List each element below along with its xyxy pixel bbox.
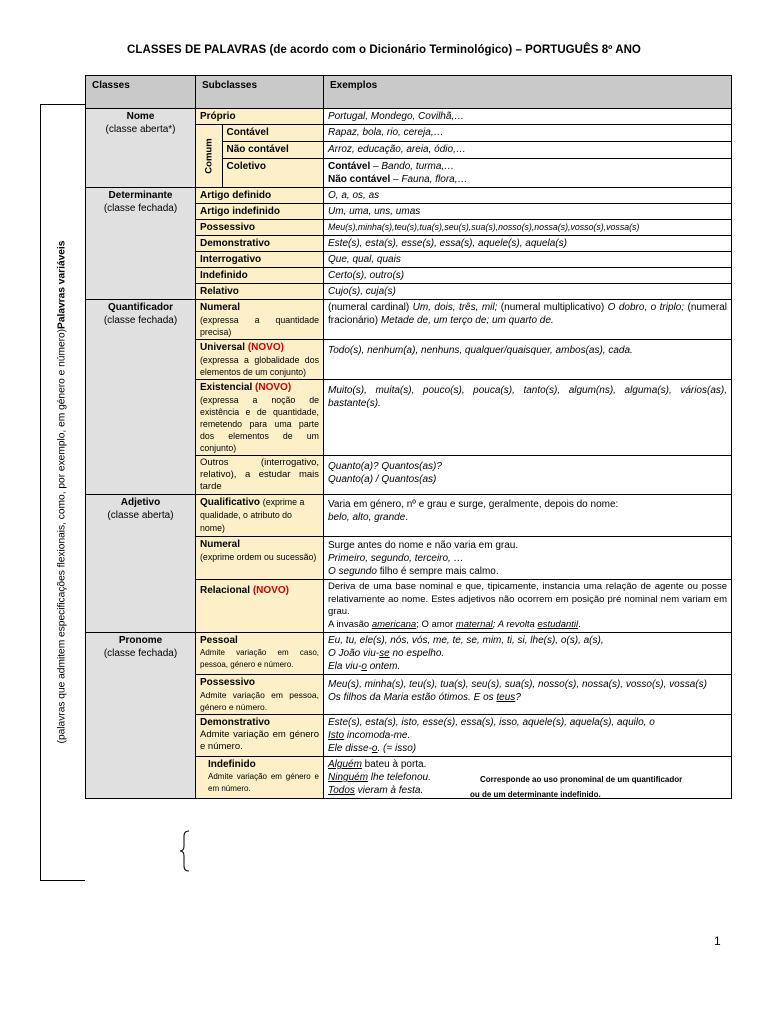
class-type: (classe aberta*)	[105, 124, 176, 135]
subclass-universal: Universal (NOVO) (expressa a globalidade dos elementos de um conjunto)	[196, 340, 324, 380]
subclass-artigo-indefinido: Artigo indefinido	[196, 204, 324, 220]
table-row	[86, 495, 732, 537]
side-label-bold: Palavras variáveis	[56, 240, 68, 329]
word-classes-table	[85, 75, 732, 799]
example-numeral: (numeral cardinal) Um, dois, três, mil; (numeral multiplicativo) O dobro, o triplo; (numeral fracionário) Metade de, um terço de; um quarto de.	[324, 300, 732, 340]
subclass-pessoal: Pessoal Admite variação em caso, pessoa, género e número.	[196, 633, 324, 675]
subclass-relacional: Relacional (NOVO)	[196, 580, 324, 633]
example-adj-numeral: Surge antes do nome e não varia em grau. Primeiro, segundo, terceiro, … O segundo filho é sempre mais calmo.	[324, 537, 732, 580]
page-number: 1	[714, 934, 721, 948]
example-possessivo: Meu(s),minha(s),teu(s),tua(s),seu(s),sua(s),nosso(s),nossa(s),vosso(s),vossa(s)	[324, 220, 732, 236]
example-pron-demonstrativo: Este(s), esta(s), isto, esse(s), essa(s), isso, aquele(s), aquela(s), aquilo, o Isto incomoda-me. Ele disse-o. (= isso)	[324, 715, 732, 757]
example-demonstrativo: Este(s), esta(s), esse(s), essa(s), aquele(s), aquela(s)	[324, 236, 732, 252]
subclass-interrogativo: Interrogativo	[196, 252, 324, 268]
header-exemplos: Exemplos	[324, 76, 732, 109]
class-nome	[86, 109, 196, 188]
example-pessoal: Eu, tu, ele(s), nós, vós, me, te, se, mim, ti, si, lhe(s), o(s), a(s), O João viu-se no espelho. Ela viu-o ontem.	[324, 633, 732, 675]
header-classes: Classes	[86, 76, 196, 109]
example-contavel: Rapaz, bola, rio, cereja,…	[324, 125, 732, 142]
side-label	[57, 112, 68, 872]
example-artigo-indefinido: Um, uma, uns, umas	[324, 204, 732, 220]
subclass-proprio: Próprio	[196, 109, 324, 125]
table-row	[86, 300, 732, 340]
curly-bracket-icon	[179, 830, 191, 872]
example-coletivo: Contável – Bando, turma,… Não contável – Fauna, flora,…	[324, 159, 732, 188]
table-row	[86, 188, 732, 204]
subclass-possessivo: Possessivo	[196, 220, 324, 236]
example-relativo: Cujo(s), cuja(s)	[324, 284, 732, 300]
example-outros: Quanto(a)? Quantos(as)? Quanto(a) / Quantos(as)	[324, 456, 732, 495]
class-determinante: Determinante (classe fechada)	[86, 188, 196, 300]
example-indefinido: Certo(s), outro(s)	[324, 268, 732, 284]
page-title: CLASSES DE PALAVRAS (de acordo com o Dicionário Terminológico) – PORTUGUÊS 8º ANO	[127, 44, 641, 56]
subclass-comum-group	[196, 125, 324, 188]
example-artigo-definido: O, a, os, as	[324, 188, 732, 204]
class-quantificador: Quantificador (classe fechada)	[86, 300, 196, 495]
subclass-numeral: Numeral (expressa a quantidade precisa)	[196, 300, 324, 340]
subclass-contavel: Contável	[226, 127, 269, 138]
subclass-existencial: Existencial (NOVO) (expressa a noção de existência e de quantidade, remetendo para uma parte dos elementos de um conjunto)	[196, 380, 324, 456]
example-proprio: Portugal, Mondego, Covilhã,…	[324, 109, 732, 125]
class-name: Nome	[126, 111, 155, 122]
subclass-outros: Outros (interrogativo, relativo), a estudar mais tarde	[196, 456, 324, 495]
subclass-pron-possessivo: Possessivo Admite variação em pessoa, género e número.	[196, 675, 324, 715]
header-subclasses: Subclasses	[196, 76, 324, 109]
subclass-indefinido: Indefinido	[196, 268, 324, 284]
class-pronome: Pronome (classe fechada)	[86, 633, 196, 799]
table-row	[86, 633, 732, 675]
example-qualificativo: Varia em género, nº e grau e surge, geralmente, depois do nome: belo, alto, grande.	[324, 495, 732, 537]
indefinido-note-2: ou de um determinante indefinido.	[470, 790, 601, 799]
header-row	[86, 76, 732, 109]
example-pron-possessivo: Meu(s), minha(s), teu(s), tua(s), seu(s), sua(s), nosso(s), nossa(s), vosso(s), vossa(s) Os filhos da Maria estão ótimos. E os teus?	[324, 675, 732, 715]
table-row	[86, 109, 732, 125]
example-pron-indefinido: Alguém bateu à porta. Ninguém lhe telefonou. Todos vieram à festa. Corresponde ao uso pronominal de um quantificador ou de um determinante indefinido.	[324, 757, 732, 799]
example-relacional: Deriva de uma base nominal e que, tipicamente, instancia uma relação de agente ou posse relativamente ao nome. Estes adjetivos não ocorrem em posição pré nominal nem variam em grau. A invasão americana; O amor maternal; A revolta estudantil.	[324, 580, 732, 633]
subclass-coletivo: Coletivo	[226, 161, 266, 172]
subclass-adj-numeral: Numeral (exprime ordem ou sucessão)	[196, 537, 324, 580]
indefinido-note-1: Corresponde ao uso pronominal de um quantificador	[480, 775, 683, 784]
subclass-pron-demonstrativo: Demonstrativo Admite variação em género e número.	[196, 715, 324, 757]
example-nao-contavel: Arroz, educação, areia, ódio,…	[324, 142, 732, 159]
subclass-nao-contavel: Não contável	[226, 144, 289, 155]
side-label-normal: (palavras que admitem especificações flexionais, como, por exemplo, em género e número)	[56, 328, 68, 744]
subclass-pron-indefinido: Indefinido Admite variação em género e em número.	[196, 757, 324, 799]
subclass-comum: Comum	[203, 138, 215, 174]
class-adjetivo: Adjetivo (classe aberta)	[86, 495, 196, 633]
example-existencial: Muito(s), muita(s), pouco(s), pouca(s), tanto(s), algum(ns), alguma(s), vários(as), bastante(s).	[324, 380, 732, 456]
example-universal: Todo(s), nenhum(a), nenhuns, qualquer/quaisquer, ambos(as), cada.	[324, 340, 732, 380]
subclass-demonstrativo: Demonstrativo	[196, 236, 324, 252]
example-interrogativo: Que, qual, quais	[324, 252, 732, 268]
subclass-qualificativo: Qualificativo (exprime a qualidade, o atributo do nome)	[196, 495, 324, 537]
subclass-artigo-definido: Artigo definido	[196, 188, 324, 204]
subclass-relativo: Relativo	[196, 284, 324, 300]
